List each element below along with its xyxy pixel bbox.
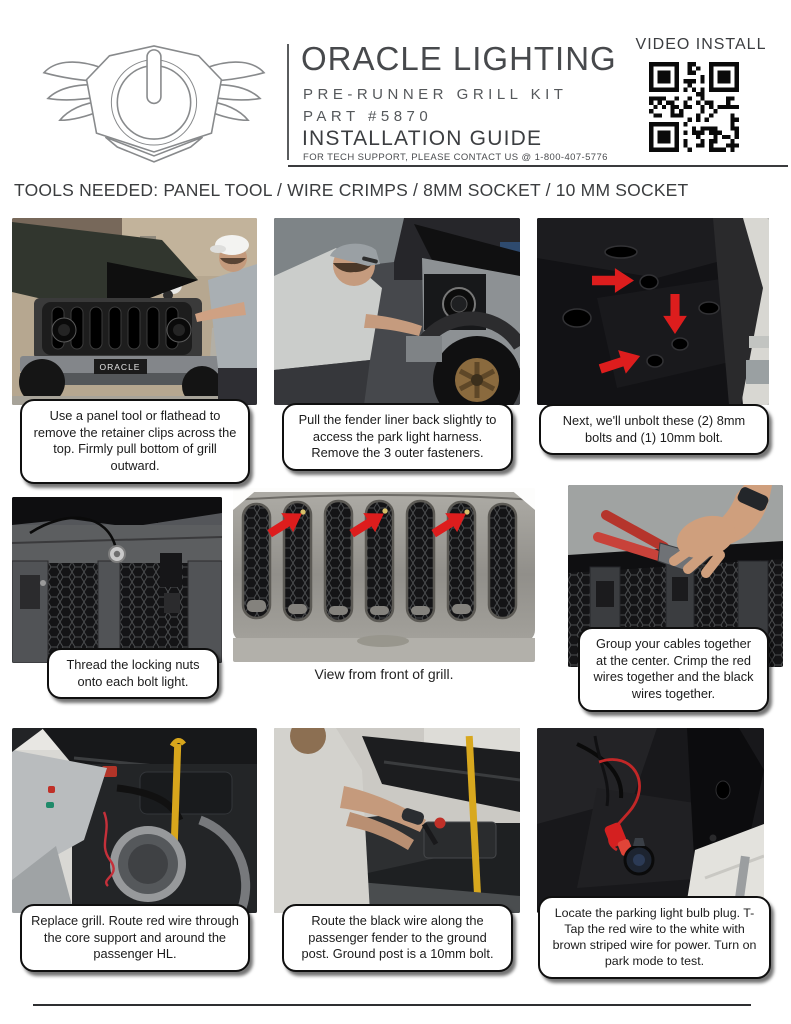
step-caption-9: Locate the parking light bulb plug. T-Tap the red wire to the white with brown striped wire for power. Turn on park mode to test. [538,896,771,979]
video-install-label: VIDEO INSTALL [635,36,767,53]
route-black-wire-ground-post-photo [274,728,520,913]
grill-front-view-photo [233,488,535,662]
step-caption-1: Use a panel tool or flathead to remove the retainer clips across the top. Firmly pull bottom of grill outward. [20,399,250,484]
document-title: INSTALLATION GUIDE [302,127,543,150]
oracle-logo-icon [40,36,268,164]
step-caption-4: Thread the locking nuts onto each bolt light. [47,648,219,699]
header-divider [287,44,289,160]
replace-grill-route-red-wire-photo [12,728,257,913]
support-line: FOR TECH SUPPORT, PLEASE CONTACT US @ 1-800-407-5776 [303,152,608,163]
step-caption-5: View from front of grill. [314,666,454,682]
parking-light-bulb-plug-photo [537,728,764,913]
step-caption-8: Route the black wire along the passenger fender to the ground post. Ground post is a 10mm bolt. [282,904,513,972]
product-line: PRE-RUNNER GRILL KIT [303,86,568,103]
footer-rule [33,1004,751,1006]
remove-grill-retainer-clips-photo [12,218,257,405]
brand-title: ORACLE LIGHTING [301,40,617,77]
part-number: PART #5870 [303,108,433,125]
tools-needed-line: TOOLS NEEDED: PANEL TOOL / WIRE CRIMPS / 8MM SOCKET / 10 MM SOCKET [14,180,689,200]
step-caption-6: Group your cables together at the center. Crimp the red wires together and the black wires together. [578,627,769,712]
header-rule [288,165,788,167]
qr-code [649,62,739,152]
bumper-plate-text: ORACLE [99,362,141,372]
step-caption-7: Replace grill. Route red wire through the core support and around the passenger HL. [20,904,250,972]
step-caption-3: Next, we'll unbolt these (2) 8mm bolts and (1) 10mm bolt. [539,404,769,455]
step-caption-2: Pull the fender liner back slightly to access the park light harness. Remove the 3 outer fasteners. [282,403,513,471]
thread-locking-nuts-photo [12,497,222,663]
unbolt-fender-liner-bolts-photo [537,218,769,405]
pull-fender-liner-photo [274,218,520,405]
